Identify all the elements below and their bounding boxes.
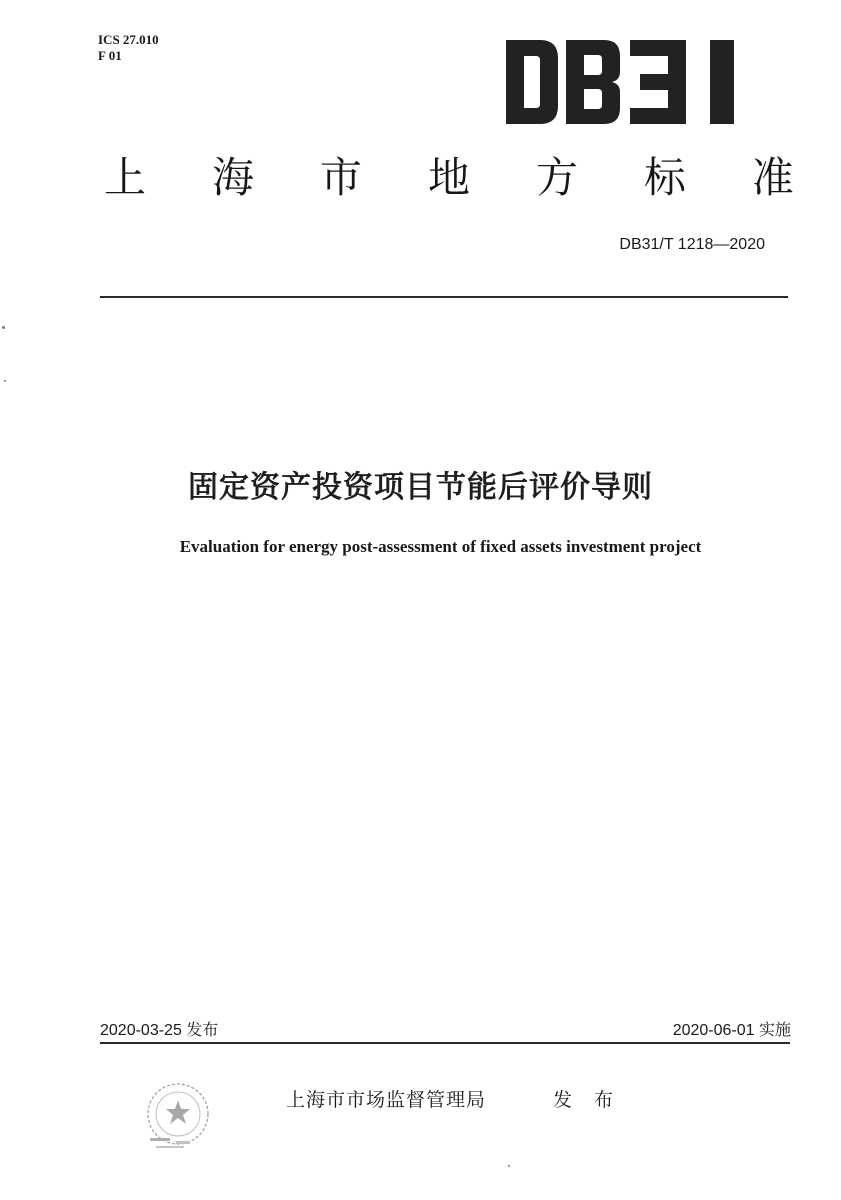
scan-speck (2, 326, 5, 329)
document-title-english: Evaluation for energy post-assessment of fixed assets investment project (179, 537, 702, 556)
standard-type-heading (104, 150, 794, 206)
standard-type-char: 方 (535, 153, 578, 202)
header-divider (100, 296, 788, 298)
standard-number: DB31/T 1218—2020 (619, 236, 765, 253)
standard-type-char: 标 (643, 153, 686, 202)
publish-label: 发 布 (553, 1089, 622, 1111)
publish-date: 2020-03-25 发布 (100, 1022, 219, 1039)
document-title-chinese: 固定资产投资项目节能后评价导则 (188, 470, 653, 505)
official-seal-icon (136, 1078, 220, 1154)
standard-type-char: 市 (319, 153, 362, 202)
standard-type-char: 上 (104, 153, 147, 202)
ics-code: ICS 27.010 (98, 32, 159, 47)
standard-type-char: 准 (751, 153, 794, 202)
standard-type-char: 海 (211, 153, 254, 202)
classification-codes (98, 32, 159, 64)
implement-date: 2020-06-01 实施 (672, 1022, 791, 1039)
db31-logo (500, 36, 750, 128)
scan-speck (508, 1165, 510, 1167)
ccs-code: F 01 (98, 48, 122, 63)
footer-divider (100, 1042, 790, 1044)
standard-type-char: 地 (427, 153, 470, 202)
publisher-name: 上海市市场监督管理局 (286, 1089, 487, 1111)
scan-speck (4, 380, 6, 382)
